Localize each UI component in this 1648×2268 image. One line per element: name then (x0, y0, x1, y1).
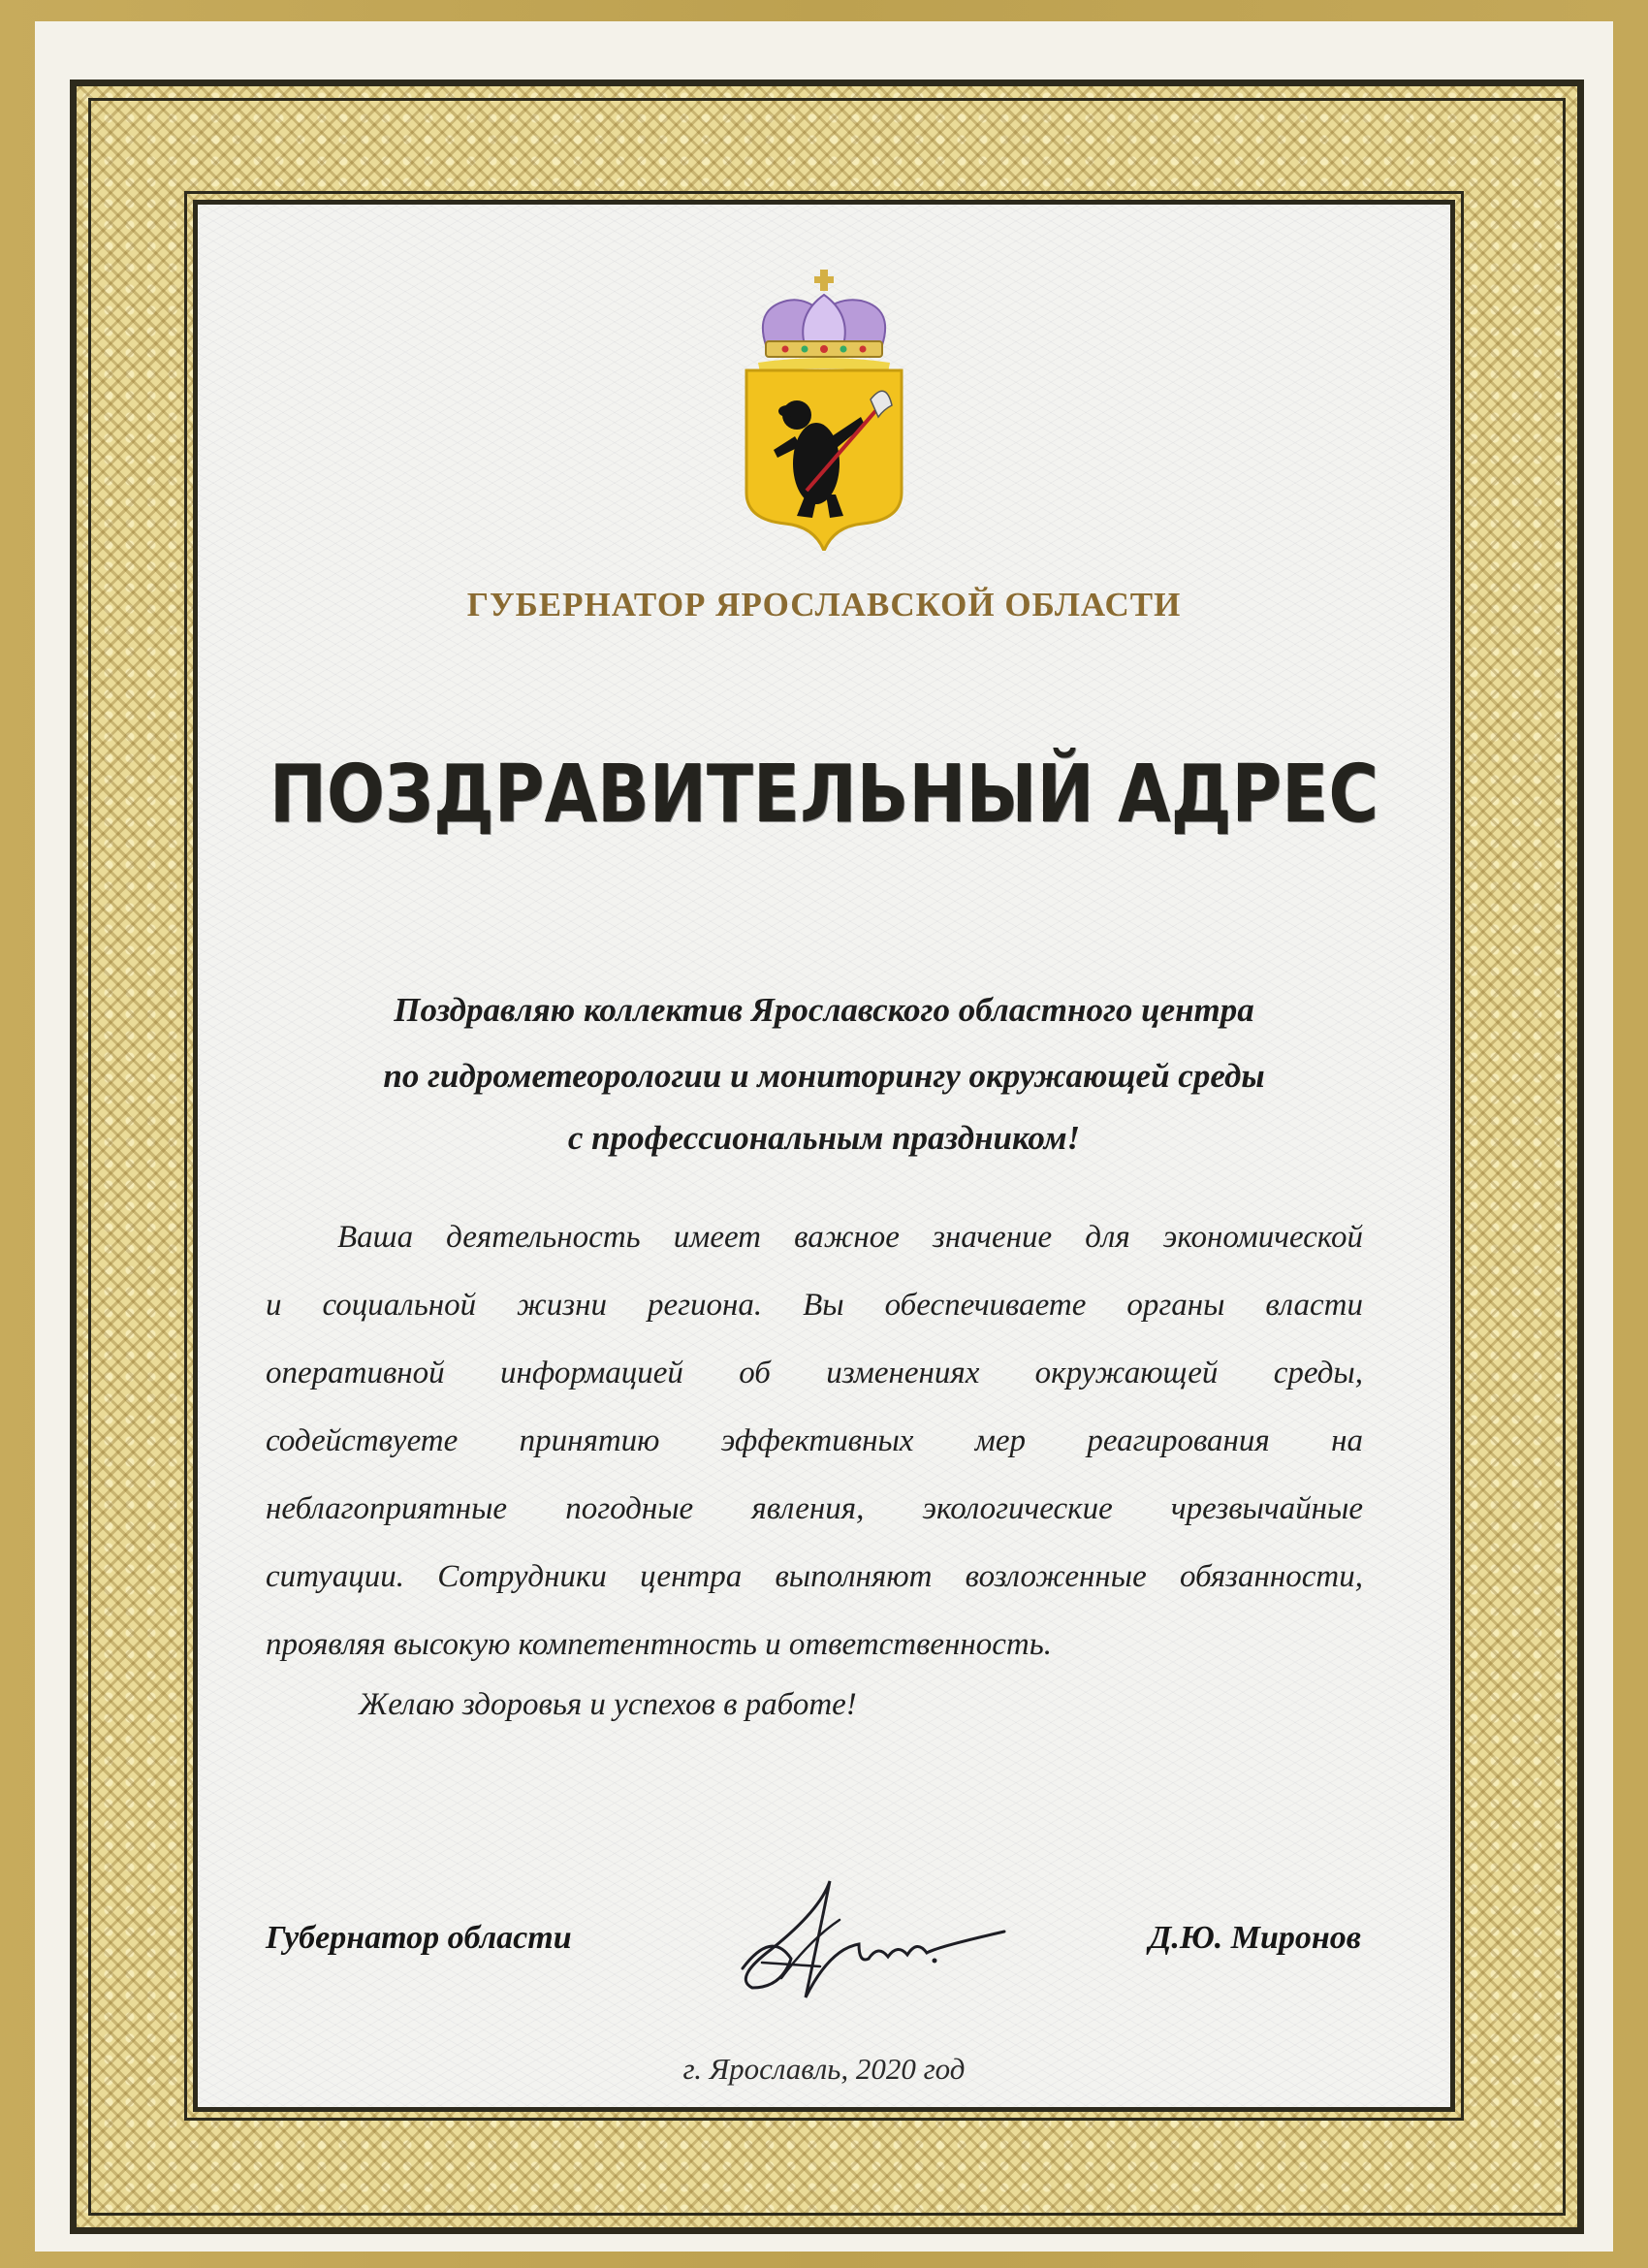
handwritten-signature (713, 1842, 1033, 2027)
signer-title: Губернатор области (266, 1920, 572, 1956)
greeting-line: с профессиональным праздником! (567, 1119, 1081, 1157)
body-line: содействуете принятию эффективных мер реагирования на (266, 1423, 1363, 1458)
signer-name: Д.Ю. Миронов (1149, 1920, 1361, 1956)
body-line: проявляя высокую компетентность и ответственность. (266, 1627, 1053, 1662)
greeting-line: по гидрометеорологии и мониторингу окружающей среды (383, 1057, 1265, 1095)
yaroslavl-coat-of-arms-icon (737, 270, 911, 551)
imperial-crown-icon (763, 270, 885, 357)
place-and-date: г. Ярославль, 2020 год (682, 2052, 966, 2086)
greeting-line: Поздравляю коллектив Ярославского областного центра (394, 991, 1254, 1029)
body-line: оперативной информацией об изменениях окружающей среды, (266, 1356, 1363, 1390)
issuer-heading: ГУБЕРНАТОР ЯРОСЛАВСКОЙ ОБЛАСТИ (466, 586, 1182, 623)
body-line: неблагоприятные погодные явления, экологические чрезвычайные (266, 1491, 1363, 1526)
body-line: Ваша деятельность имеет важное значение для экономической (337, 1220, 1363, 1255)
body-paragraph (266, 1216, 1363, 1691)
document-title: ПОЗДРАВИТЕЛЬНЫЙ АДРЕС (269, 749, 1379, 841)
body-line: и социальной жизни региона. Вы обеспечиваете органы власти (266, 1288, 1363, 1323)
closing-wish: Желаю здоровья и успехов в работе! (359, 1687, 857, 1722)
body-line: ситуации. Сотрудники центра выполняют возложенные обязанности, (266, 1559, 1363, 1594)
